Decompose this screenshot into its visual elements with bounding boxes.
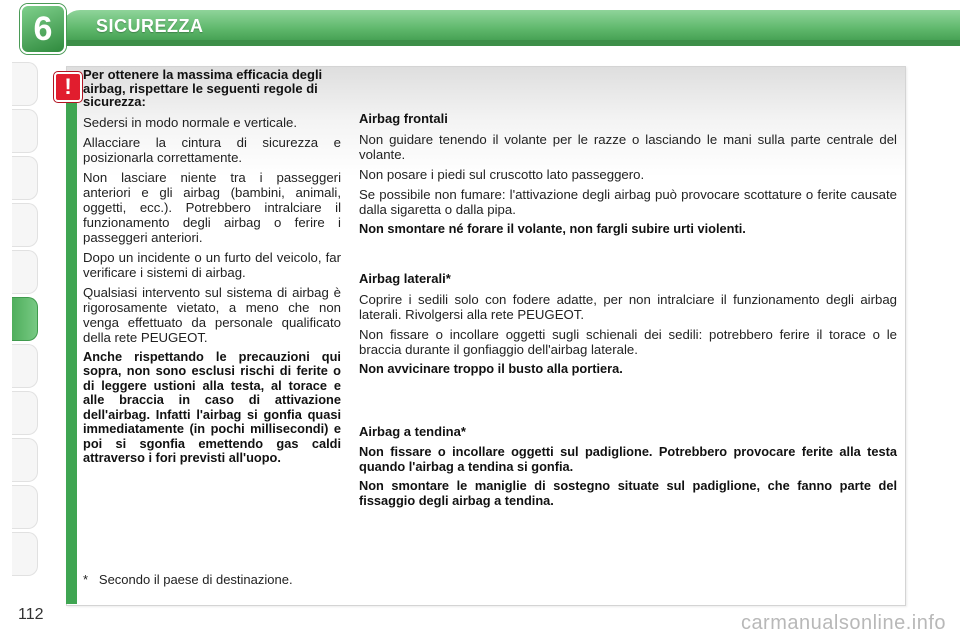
section-bold-warning: Non fissare o incollare oggetti sul padiglione. Potrebbero provocare ferite alla testa quando l'airbag a tendina si gonfia. [359,444,897,474]
section-heading: Airbag frontali [359,111,448,126]
section-paragraph: Non posare i piedi sul cruscotto lato passeggero. [359,167,645,182]
page-header [0,0,960,52]
chapter-tab-6-active[interactable] [12,297,38,341]
footnote: * Secondo il paese di destinazione. [83,572,293,587]
section-heading: Airbag laterali* [359,270,451,286]
intro-heading: Per ottenere la massima efficacia degli airbag, rispettare le seguenti regole di sicurezza: [83,67,323,109]
section-airbag-frontali [359,112,897,237]
left-paragraph: Allacciare la cintura di sicurezza e posizionarla correttamente. [83,134,341,165]
chapter-tab-8[interactable] [12,391,38,435]
page-title: SICUREZZA [96,16,204,36]
section-airbag-tendina [359,425,897,508]
left-paragraph: Dopo un incidente o un furto del veicolo, far verificare i sistemi di airbag. [83,249,341,280]
chapter-tab-9[interactable] [12,438,38,482]
section-heading: Airbag a tendina* [359,424,466,439]
chapter-tab-3[interactable] [12,156,38,200]
left-paragraph: Non lasciare niente tra i passeggeri anteriori e gli airbag (bambini, animali, oggetti, ecc.). Potrebbero intralciare il funzionamento degli airbag o ferire i passeggeri anteriori. [83,169,341,245]
section-paragraph: Se possibile non fumare: l'attivazione degli airbag può provocare scottature o ferite causate dalla sigaretta o dalla pipa. [359,187,897,217]
warning-exclamation-icon: ! [54,72,82,102]
right-column [359,112,897,513]
chapter-tabs [12,62,38,579]
chapter-tab-2[interactable] [12,109,38,153]
chapter-tab-7[interactable] [12,344,38,388]
chapter-tab-4[interactable] [12,203,38,247]
section-airbag-laterali [359,272,897,377]
left-column [83,68,341,471]
section-bold-warning: Non smontare né forare il volante, non fargli subire urti violenti. [359,221,746,236]
chapter-tab-5[interactable] [12,250,38,294]
site-watermark: carmanualsonline.info [740,612,946,634]
page-number: 112 [18,606,44,623]
header-bar-underline [40,40,960,46]
chapter-number-badge: 6 [20,4,66,54]
chapter-tab-11[interactable] [12,532,38,576]
left-paragraph: Qualsiasi intervento sul sistema di airbag è rigorosamente vietato, a meno che non venga effettuato da personale qualificato della rete PEUGEOT. [83,284,341,345]
section-paragraph: Coprire i sedili solo con fodere adatte, per non intralciare il funzionamento degli airbag laterali. Rivolgersi alla rete PEUGEOT. [359,291,897,322]
section-paragraph: Non guidare tenendo il volante per le razze o lasciando le mani sulla parte centrale del volante. [359,132,897,162]
section-bold-warning: Non avvicinare troppo il busto alla portiera. [359,360,623,376]
section-paragraph: Non fissare o incollare oggetti sugli schienali dei sedili: potrebbero ferire il torace o le braccia durante il gonfiaggio dell'airbag laterale. [359,326,897,357]
left-warning-paragraph: Anche rispettando le precauzioni qui sopra, non sono esclusi rischi di ferite o di leggere ustioni alla testa, al torace e alle braccia in caso di attivazione dell'airbag. Infatti l'airbag si gonfia quasi immediatamente (in pochi millisecondi) e poi si sgonfia emettendo gas caldi attraverso i fori previsti all'uopo. [83,348,341,465]
chapter-tab-1[interactable] [12,62,38,106]
left-paragraph: Sedersi in modo normale e verticale. [83,114,298,130]
section-bold-warning: Non smontare le maniglie di sostegno situate sul padiglione, che fanno parte del fissaggio degli airbag a tendina. [359,478,897,508]
panel-accent-stripe [66,92,77,604]
chapter-tab-10[interactable] [12,485,38,529]
